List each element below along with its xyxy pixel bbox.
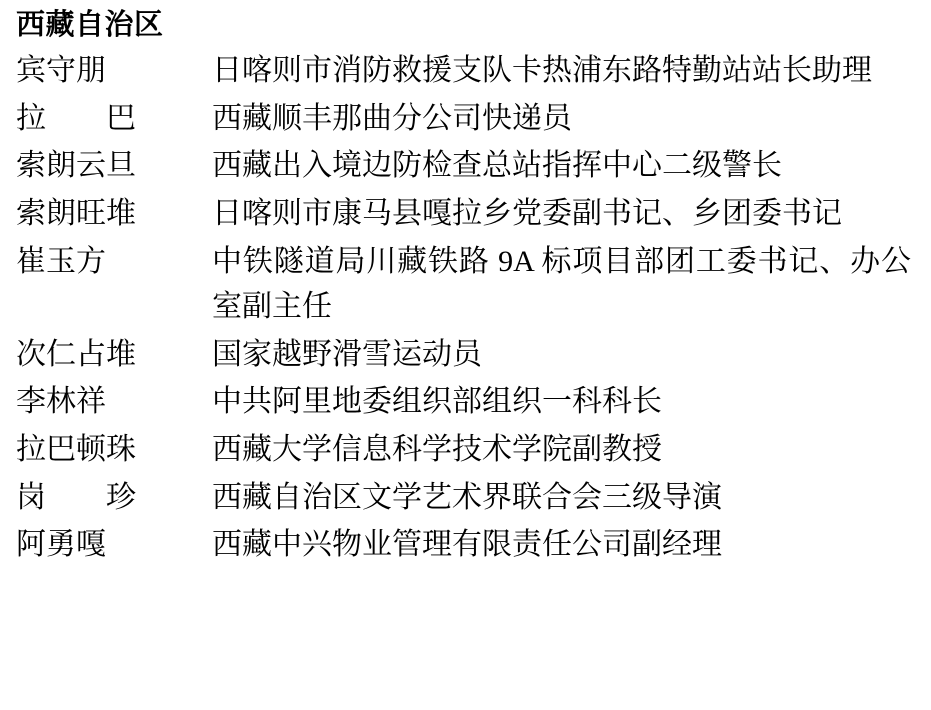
list-item xyxy=(14,427,917,473)
entry-title: 西藏自治区文学艺术界联合会三级导演 xyxy=(212,480,722,514)
section-heading: 西藏自治区 xyxy=(16,7,164,41)
entry-name: 拉巴顿珠 xyxy=(16,433,136,466)
list-item xyxy=(14,191,917,237)
entry-name: 李林祥 xyxy=(16,385,106,419)
list-item xyxy=(14,379,917,425)
entry-title: 中共阿里地委组织部组织一科科长 xyxy=(212,385,662,419)
entry-title: 西藏出入境边防检查总站指挥中心二级警长 xyxy=(212,149,782,183)
entry-title: 西藏中兴物业管理有限责任公司副经理 xyxy=(212,528,722,562)
entry-title: 日喀则市康马县嘎拉乡党委副书记、乡团委书记 xyxy=(212,197,842,231)
entry-name: 拉 巴 xyxy=(16,101,136,135)
entry-title: 西藏顺丰那曲分公司快递员 xyxy=(212,101,572,135)
entry-name: 崔玉方 xyxy=(16,244,106,278)
entry-title: 中铁隧道局川藏铁路 9A 标项目部团工委书记、办公室副主任 xyxy=(212,244,911,324)
list-item xyxy=(14,332,917,378)
entry-name: 索朗旺堆 xyxy=(16,197,136,231)
entry-name: 阿勇嘎 xyxy=(16,528,106,562)
list-item xyxy=(14,48,917,94)
list-item xyxy=(14,143,917,189)
entry-list xyxy=(14,48,917,568)
entry-name: 宾守朋 xyxy=(16,54,106,88)
entry-title: 西藏大学信息科学技术学院副教授 xyxy=(212,433,662,466)
list-item xyxy=(14,239,917,330)
entry-title: 国家越野滑雪运动员 xyxy=(212,337,482,371)
list-item xyxy=(14,522,917,568)
entry-name: 索朗云旦 xyxy=(16,149,136,183)
entry-name: 岗 珍 xyxy=(16,480,136,514)
list-item xyxy=(14,96,917,142)
list-item xyxy=(14,475,917,521)
entry-name: 次仁占堆 xyxy=(16,337,136,371)
entry-title: 日喀则市消防救援支队卡热浦东路特勤站站长助理 xyxy=(212,54,872,88)
